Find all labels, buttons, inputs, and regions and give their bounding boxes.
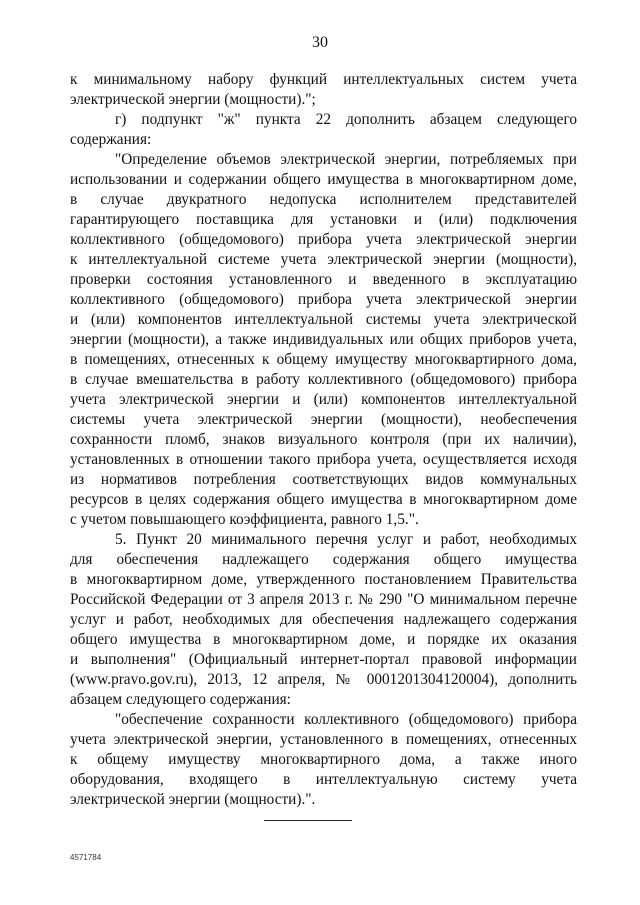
text-line: (www.pravo.gov.ru), 2013, 12 апреля, № 0001201304120004), дополнить [70,671,577,688]
text-line: в случае двукратного недопуска исполнителем представителей [70,191,577,208]
text-line: в помещениях, отнесенных к общему имуществу многоквартирного дома, [70,351,577,368]
text-line: "Определение объемов электрической энергии, потребляемых при [115,151,577,168]
text-line: к минимальному набору функций интеллектуальных систем учета [70,71,577,88]
end-separator-line [264,820,352,821]
text-line: учета электрической энергии, установленного в помещениях, отнесенных [70,731,577,748]
text-line: гарантирующего поставщика для установки и (или) подключения [70,211,577,228]
text-line: к интеллектуальной системе учета электрической энергии (мощности), [70,251,577,268]
text-line: с учетом повышающего коэффициента, равного 1,5.". [70,511,419,528]
text-line: системы учета электрической энергии (мощности), необеспечения [70,411,577,428]
text-line: и (или) компонентов интеллектуальной системы учета электрической [70,311,577,328]
text-line: в случае вмешательства в работу коллективного (общедомового) прибора [70,371,577,388]
text-line: Российской Федерации от 3 апреля 2013 г. № 290 "О минимальном перечне [70,591,577,608]
page-number: 30 [312,34,328,51]
text-line: коллективного (общедомового) прибора учета электрической энергии [70,291,577,308]
text-line: установленных в отношении такого прибора учета, осуществляется исходя [70,451,577,468]
text-line: учета электрической энергии и (или) компонентов интеллектуальной [70,391,577,408]
text-line: абзацем следующего содержания: [70,691,291,708]
text-line: энергии (мощности), а также индивидуальных или общих приборов учета, [70,331,577,348]
text-line: услуг и работ, необходимых для обеспечения надлежащего содержания [70,611,577,628]
text-line: общего имущества в многоквартирном доме, и порядке их оказания [70,631,577,648]
text-line: 5. Пункт 20 минимального перечня услуг и работ, необходимых [115,531,577,548]
text-line: г) подпункт "ж" пункта 22 дополнить абзацем следующего [115,111,577,128]
text-line: и выполнения" (Официальный интернет-портал правовой информации [70,651,577,668]
text-line: сохранности пломб, знаков визуального контроля (при их наличии), [70,431,577,448]
text-line: к общему имуществу многоквартирного дома, а также иного [70,751,577,768]
text-line: "обеспечение сохранности коллективного (общедомового) прибора [115,711,577,728]
text-line: из нормативов потребления соответствующих видов коммунальных [70,471,577,488]
text-line: оборудования, входящего в интеллектуальную систему учета [70,771,577,788]
text-line: коллективного (общедомового) прибора учета электрической энергии [70,231,577,248]
text-line: в многоквартирном доме, утвержденного постановлением Правительства [70,571,577,588]
text-line: для обеспечения надлежащего содержания общего имущества [70,551,577,568]
text-line: содержания: [70,131,152,148]
document-id: 4571784 [70,853,102,862]
text-line: использовании и содержании общего имущества в многоквартирном доме, [70,171,577,188]
document-body [70,70,577,810]
text-line: ресурсов в целях содержания общего имущества в многоквартирном доме [70,491,577,508]
text-line: электрической энергии (мощности).". [70,791,316,808]
text-line: проверки состояния установленного и введенного в эксплуатацию [70,271,577,288]
text-line: электрической энергии (мощности)."; [70,91,316,108]
